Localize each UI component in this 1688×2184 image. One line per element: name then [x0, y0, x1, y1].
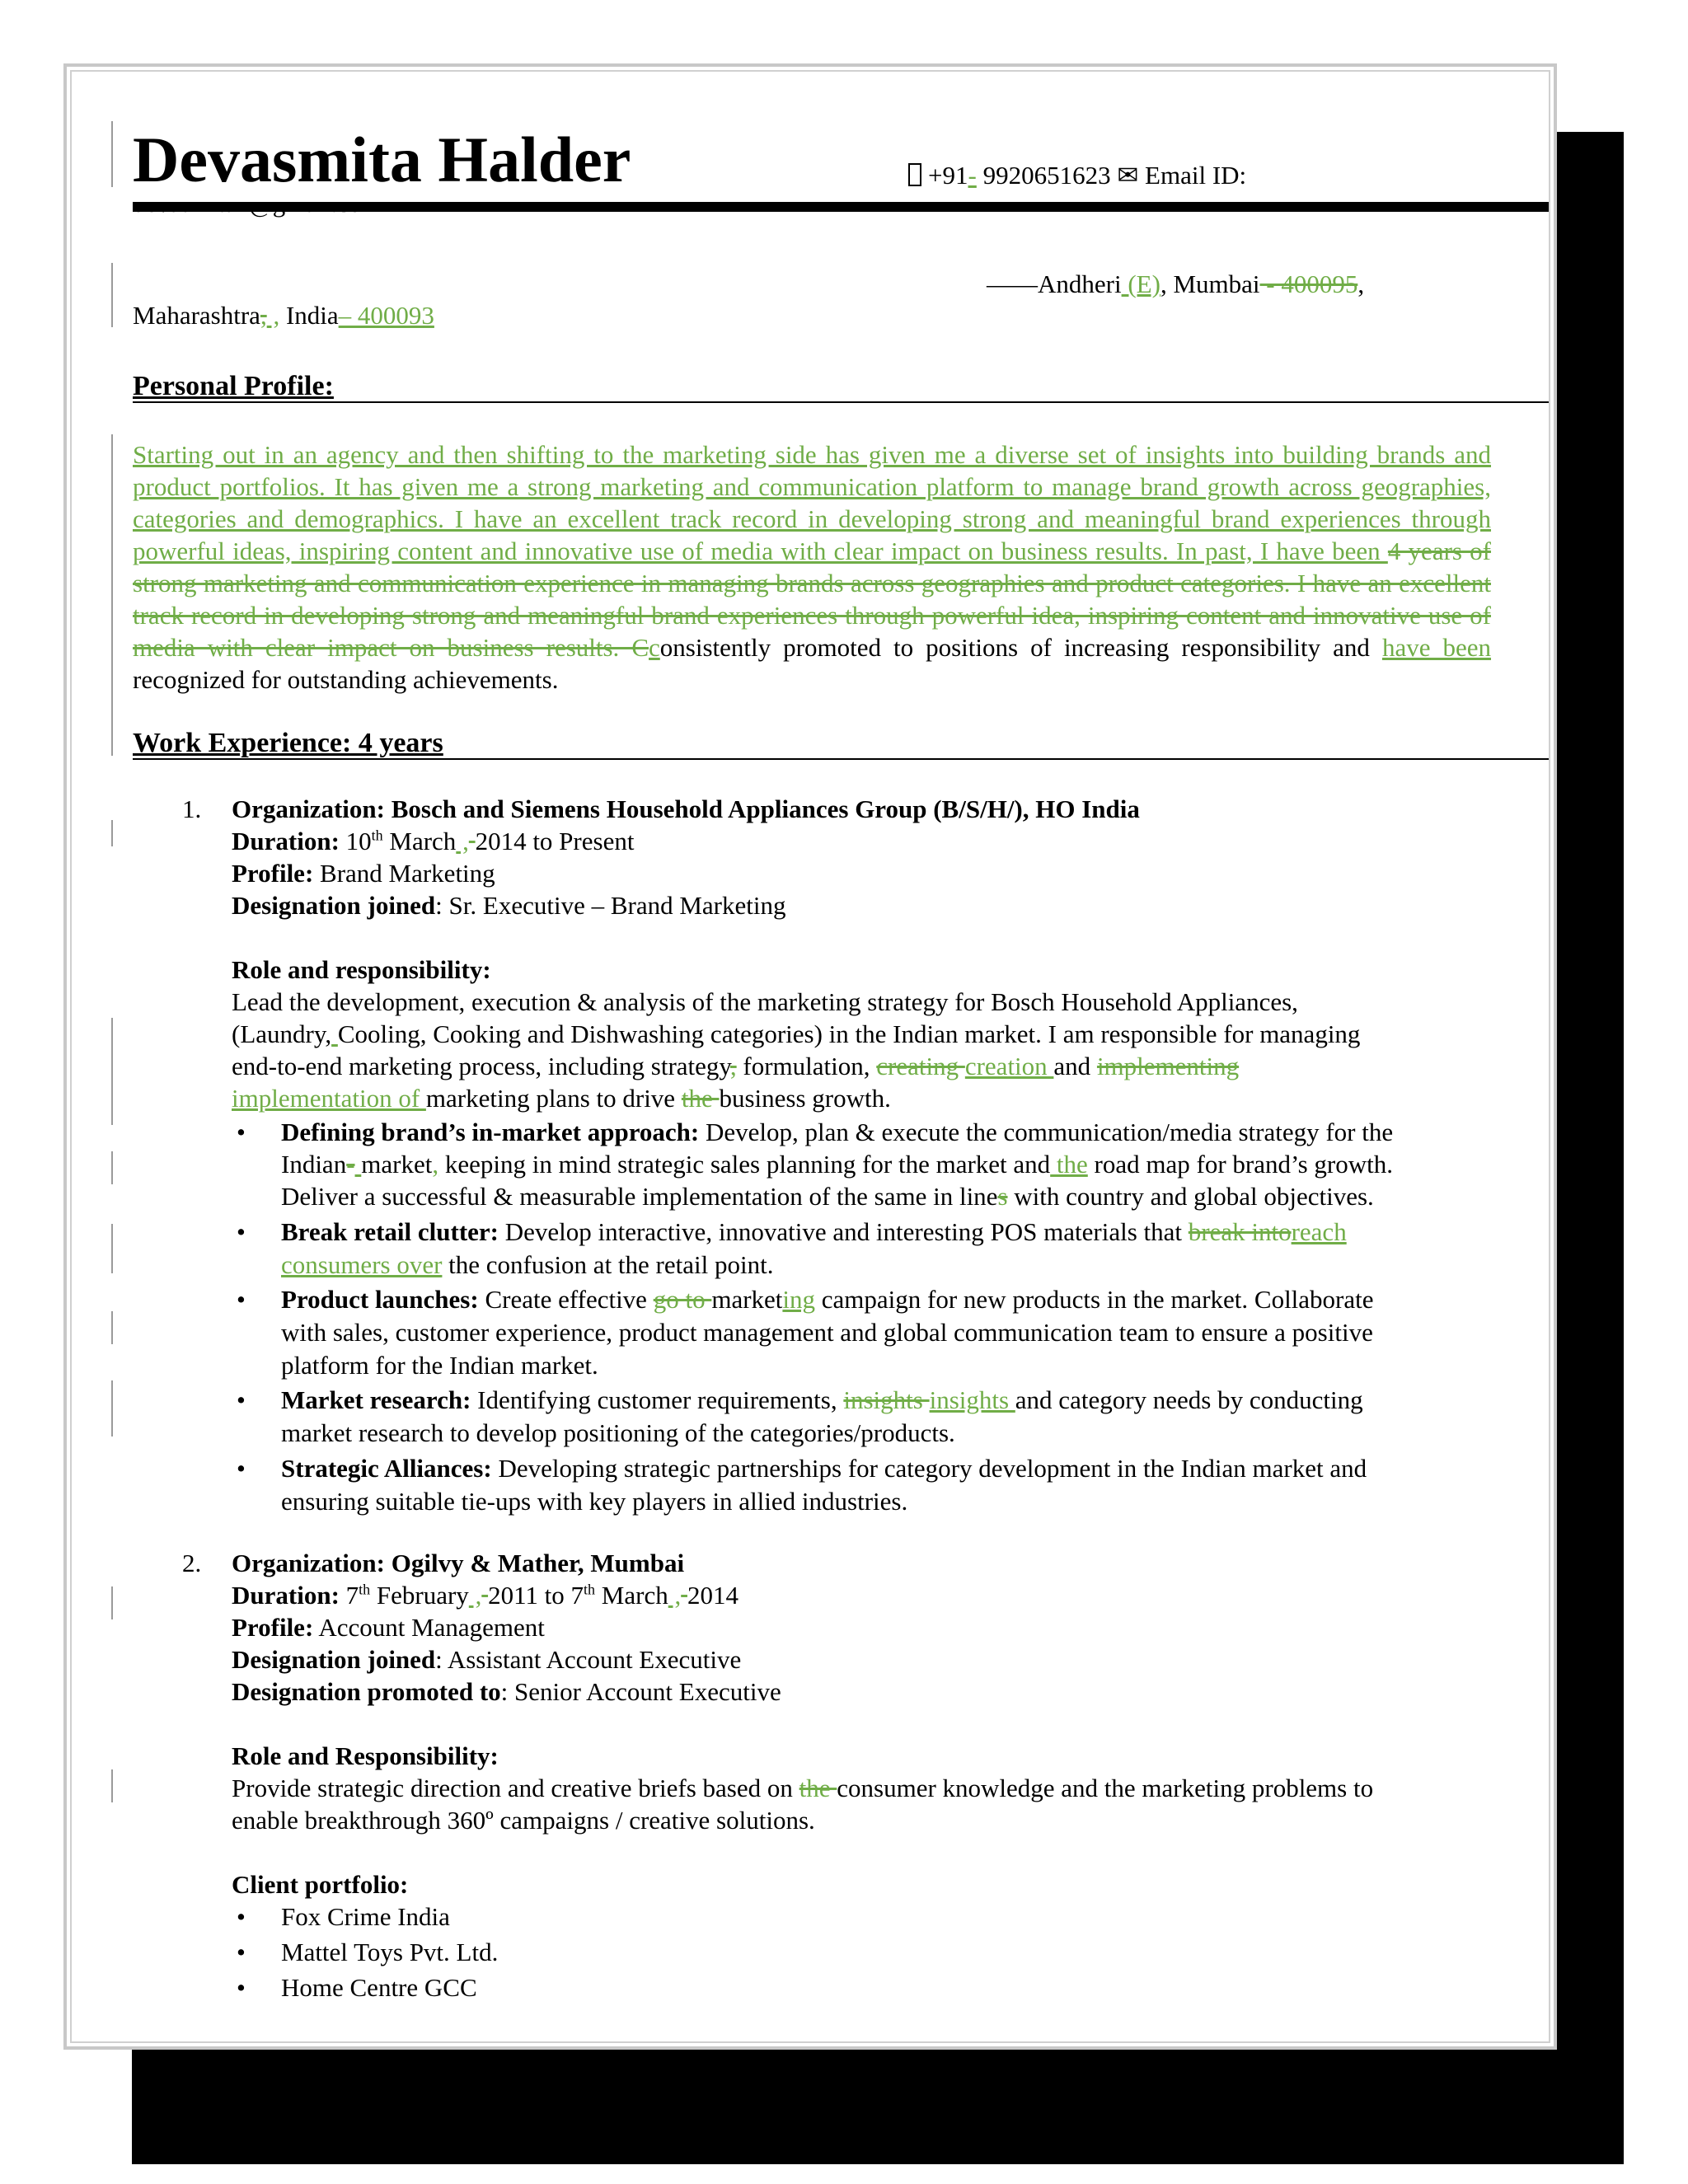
job2-profile: Profile: Account Management — [232, 1613, 545, 1642]
bullet-icon: • — [237, 1118, 246, 1146]
phone-icon — [908, 163, 921, 186]
candidate-name: Devasmita Halder — [133, 124, 631, 195]
bullet-break-retail-line2: consumers over the confusion at the retail point. — [281, 1250, 774, 1279]
mail-icon: ✉ — [1117, 161, 1139, 190]
address-line-2: Maharashtra, , India– 400093 — [133, 301, 434, 330]
job1-role-title: Role and responsibility: — [232, 955, 491, 984]
address-line-1: ——Andheri (E), Mumbai - 400095, — [987, 269, 1365, 298]
bullet-icon: • — [237, 1454, 246, 1483]
bullet-strategic-alliances: Strategic Alliances: Developing strategic partnerships for category development in the Indian market and — [281, 1454, 1367, 1483]
job2-duration: Duration: 7th February , 2011 to 7th March , 2014 — [232, 1581, 738, 1610]
profile-paragraph: Starting out in an agency and then shifting to the marketing side has given me a diverse set of insights into building brands and product portfolios. It has given me a strong marketing and communication platform to manage brand growth across geographies, categories and demographics. I have an excellent track record in developing strong and meaningful brand experiences through powerful ideas, inspiring content and innovative use of media with clear impact on business results. In past, I have been 4 years of strong marketing and communication experience in managing brands across geographies and product categories. I have an excellent track record in developing strong and meaningful brand experiences through powerful idea, inspiring content and innovative use of media with clear impact on business results. Cconsistently promoted to positions of increasing responsibility and have been recognized for outstanding achievements. — [133, 440, 1491, 694]
phone-insertion: - — [968, 161, 977, 190]
bullet-market-research-line2: market research to develop positioning of the categories/products. — [281, 1418, 955, 1447]
change-bar — [111, 1311, 113, 1344]
change-bar — [111, 1224, 113, 1273]
change-bar — [111, 1151, 113, 1184]
job1-organization: Organization: Bosch and Siemens Household Appliances Group (B/S/H/), HO India — [232, 794, 1140, 823]
bullet-break-retail: Break retail clutter: Develop interactive, innovative and interesting POS materials that break intoreach — [281, 1217, 1347, 1246]
section-title-profile: Personal Profile: — [133, 371, 334, 401]
contact-line — [908, 159, 1246, 191]
email-label: Email ID: — [1145, 161, 1247, 190]
job1-role-line1: Lead the development, execution & analysis of the marketing strategy for Bosch Household Appliances, — [232, 987, 1298, 1016]
job2-role-line1: Provide strategic direction and creative briefs based on the consumer knowledge and the marketing problems to — [232, 1774, 1374, 1802]
change-bar — [111, 820, 113, 846]
job2-role-title: Role and Responsibility: — [232, 1741, 499, 1770]
job1-role-line4: implementation of marketing plans to drive the business growth. — [232, 1084, 891, 1113]
bullet-strategic-alliances-line2: ensuring suitable tie-ups with key players in allied industries. — [281, 1487, 908, 1516]
bullet-icon: • — [237, 1938, 246, 1966]
bullet-icon: • — [237, 1217, 246, 1246]
bullet-defining-brand-line3: Deliver a successful & measurable implementation of the same in lines with country and global objectives. — [281, 1182, 1374, 1211]
job1-number: 1. — [182, 794, 202, 823]
bullet-icon: • — [237, 1285, 246, 1314]
job2-promotion: Designation promoted to: Senior Account Executive — [232, 1677, 781, 1706]
job1-role-line3: end-to-end marketing process, including strategy, formulation, creating creation and implementing — [232, 1052, 1240, 1080]
change-bar — [111, 1586, 113, 1619]
job2-organization: Organization: Ogilvy & Mather, Mumbai — [232, 1549, 685, 1577]
bullet-market-research: Market research: Identifying customer requirements, insights insights and category needs by conducting — [281, 1385, 1363, 1414]
bullet-product-launches-line2: with sales, customer experience, product management and global communication team to ensure a positive — [281, 1318, 1373, 1347]
phone-number[interactable]: 9920651623 — [976, 161, 1111, 190]
phone-prefix: +91 — [928, 161, 968, 190]
bullet-defining-brand-line2: Indian- market, keeping in mind strategic sales planning for the market and the road map for brand’s growth. — [281, 1150, 1393, 1179]
client-item: Mattel Toys Pvt. Ltd. — [281, 1938, 499, 1966]
bullet-product-launches: Product launches: Create effective go to marketing campaign for new products in the market. Collaborate — [281, 1285, 1374, 1314]
job1-profile: Profile: Brand Marketing — [232, 859, 495, 888]
job1-role-line2: (Laundry, Cooling, Cooking and Dishwashing categories) in the Indian market. I am responsible for managing — [232, 1019, 1361, 1048]
bullet-defining-brand: Defining brand’s in-market approach: Develop, plan & execute the communication/media strategy for the — [281, 1118, 1394, 1146]
job1-duration: Duration: 10th March , 2014 to Present — [232, 827, 635, 855]
job2-number: 2. — [182, 1549, 202, 1577]
change-bar — [111, 1769, 113, 1802]
client-item: Home Centre GCC — [281, 1973, 477, 2002]
job1-designation: Designation joined: Sr. Executive – Brand Marketing — [232, 891, 786, 920]
change-bar — [111, 263, 113, 327]
change-bar — [111, 1380, 113, 1436]
client-item: Fox Crime India — [281, 1902, 450, 1931]
bullet-icon: • — [237, 1902, 246, 1931]
job2-role-line2: enable breakthrough 360º campaigns / creative solutions. — [232, 1806, 815, 1835]
bullet-icon: • — [237, 1385, 246, 1414]
change-bar — [111, 434, 113, 756]
section-rule — [133, 758, 1550, 760]
client-portfolio-title: Client portfolio: — [232, 1870, 409, 1899]
bullet-icon: • — [237, 1973, 246, 2002]
job2-designation: Designation joined: Assistant Account Executive — [232, 1645, 742, 1674]
section-rule — [133, 401, 1550, 403]
bullet-product-launches-line3: platform for the Indian market. — [281, 1351, 598, 1380]
change-bar — [111, 121, 113, 187]
document-page — [70, 70, 1550, 2043]
change-bar — [111, 1018, 113, 1125]
section-title-work: Work Experience: 4 years — [133, 728, 443, 758]
header-rule — [133, 202, 1550, 212]
